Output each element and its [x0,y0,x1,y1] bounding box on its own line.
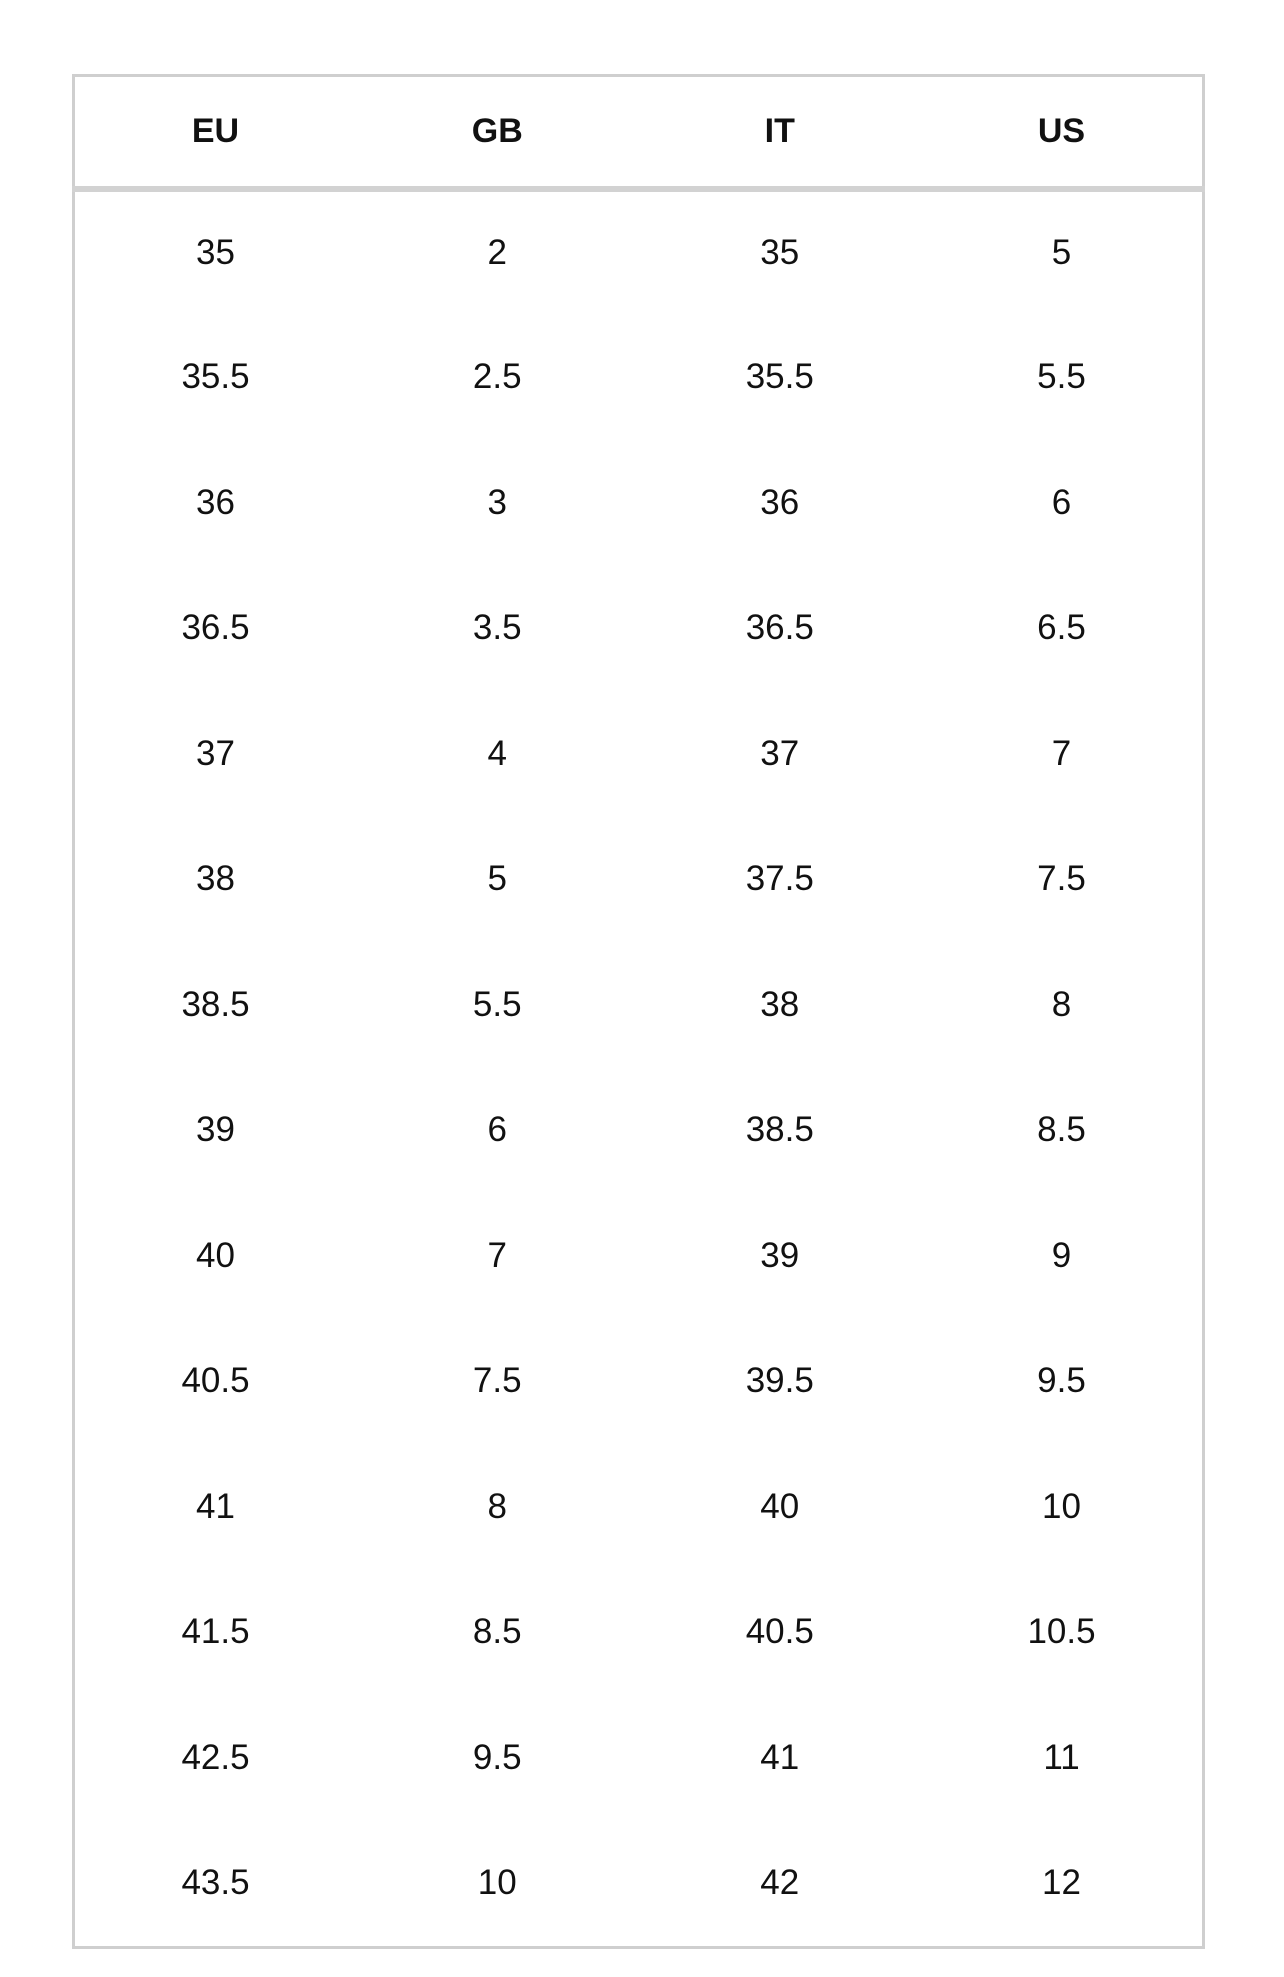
cell-us: 7.5 [1037,859,1086,899]
cell-gb: 3.5 [472,608,522,648]
cell-it: 39 [760,1235,800,1275]
cell-us: 6.5 [1037,608,1086,648]
cell-it: 41 [760,1737,800,1777]
cell-it: 35 [760,233,800,273]
cell-it: 39.5 [745,1361,814,1401]
cell-eu: 43.5 [181,1863,250,1903]
cell-it: 38 [760,984,800,1024]
cell-us: 8 [1051,984,1072,1024]
table-row [74,1695,1204,1820]
header-row [74,76,1204,190]
table-row [74,189,1204,314]
cell-us: 8.5 [1037,1110,1086,1150]
column-header-gb: GB [356,76,639,190]
cell-it: 36 [760,482,800,522]
table-header [74,76,1204,190]
cell-eu: 38 [196,859,235,899]
cell-gb: 5 [487,859,507,899]
cell-eu: 40.5 [181,1361,250,1401]
cell-it: 40.5 [745,1612,814,1652]
cell-eu: 41 [196,1486,235,1526]
table-row [74,691,1204,816]
table-row [74,816,1204,941]
cell-gb: 2.5 [472,357,522,397]
cell-us: 6 [1051,482,1072,522]
cell-gb: 3 [487,482,507,522]
size-conversion-table [72,74,1205,1949]
table-row [74,1318,1204,1443]
table-row [74,1444,1204,1569]
cell-eu: 38.5 [181,984,250,1024]
table-row [74,942,1204,1067]
cell-eu: 42.5 [181,1737,250,1777]
column-header-it: IT [639,76,922,190]
cell-gb: 10 [477,1863,517,1903]
table-row [74,440,1204,565]
cell-us: 5.5 [1037,357,1086,397]
cell-gb: 4 [487,733,507,773]
cell-gb: 8 [487,1486,507,1526]
column-header-eu: EU [74,76,357,190]
cell-eu: 36 [196,482,235,522]
cell-gb: 7.5 [472,1361,522,1401]
table-row [74,1820,1204,1947]
cell-it: 40 [760,1486,800,1526]
cell-us: 5 [1051,233,1072,273]
cell-it: 38.5 [745,1110,814,1150]
cell-eu: 35 [196,233,235,273]
cell-it: 37 [760,733,800,773]
cell-us: 9 [1051,1235,1072,1275]
cell-eu: 35.5 [181,357,250,397]
table-row [74,1067,1204,1192]
cell-it: 36.5 [745,608,814,648]
cell-gb: 7 [487,1235,507,1275]
cell-eu: 41.5 [181,1612,250,1652]
cell-us: 9.5 [1037,1361,1086,1401]
cell-it: 42 [760,1863,800,1903]
table-row [74,1569,1204,1694]
cell-eu: 39 [196,1110,235,1150]
cell-gb: 8.5 [472,1612,522,1652]
cell-gb: 5.5 [472,984,522,1024]
cell-gb: 6 [487,1110,507,1150]
cell-us: 12 [1042,1863,1081,1903]
column-header-us: US [921,76,1204,190]
table-row [74,565,1204,690]
cell-gb: 9.5 [472,1737,522,1777]
table-body [74,189,1204,1948]
table-row [74,1193,1204,1318]
cell-us: 10.5 [1027,1612,1096,1652]
cell-us: 10 [1042,1486,1081,1526]
cell-it: 37.5 [745,859,814,899]
cell-eu: 37 [196,733,235,773]
cell-us: 7 [1051,733,1072,773]
cell-it: 35.5 [745,357,814,397]
cell-eu: 36.5 [181,608,250,648]
cell-gb: 2 [487,233,507,273]
cell-us: 11 [1043,1737,1080,1777]
table-row [74,314,1204,439]
cell-eu: 40 [196,1235,235,1275]
